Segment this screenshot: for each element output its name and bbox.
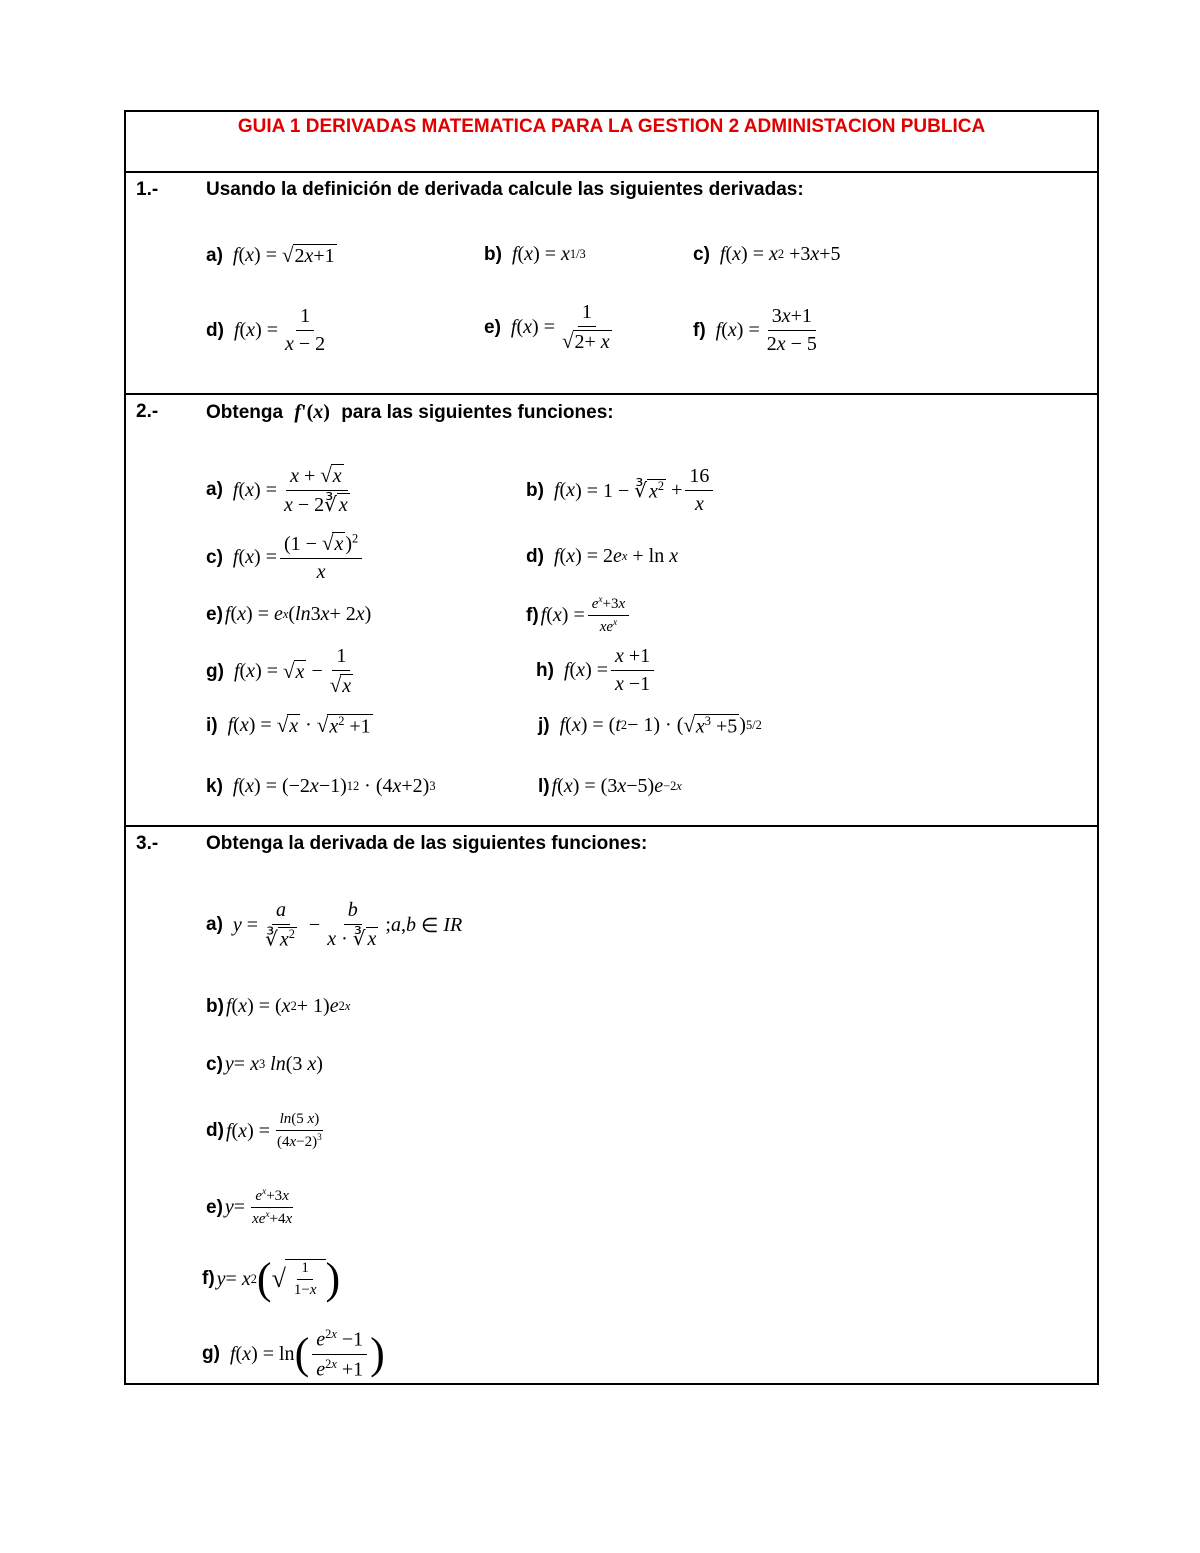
formula: f ( x ) = $\frac{1}{x - 2}$	[233, 305, 326, 355]
formula: y = x 2 ( √ $\frac{1}{1-x}$ )	[216, 1254, 341, 1303]
exercise-2b: b) f ( x ) = 1 − ∛ $x^2$ + $\frac{16}{x}$	[526, 465, 716, 516]
exercise-3f: f) y = x 2 ( √ $\frac{1}{1-x}$ )	[202, 1254, 341, 1303]
formula: f ( x ) = √ 2x+1	[232, 243, 335, 267]
exercise-2h: h) f ( x ) = $\frac{x +1}{x -1}$	[536, 645, 657, 696]
formula: y = x 3 ln (3 x )	[224, 1053, 323, 1075]
exercise-table	[124, 110, 1099, 1385]
exercise-2k: k) f ( x ) = (−2 x −1) 12 · (4 x +2) 3	[206, 775, 436, 797]
exercise-1b: b) f ( x ) = x 1/3	[484, 243, 586, 265]
section-1-number: 1.-	[136, 179, 159, 200]
exercise-1d: d) f ( x ) = $\frac{1}{x - 2}$	[206, 305, 332, 356]
formula: f ( x ) = 2 e x + ln x	[553, 545, 679, 567]
exercise-3a: a) y = $\frac{a}{∛ x^2}$ − $\frac{b}{x \cdot ∛ x}$ ; a , b ∈ IR	[206, 899, 463, 951]
exercise-2d: d) f ( x ) = 2 e x + ln x	[526, 545, 679, 567]
section-2-heading: Obtenga f '( x ) para las siguientes funciones:	[206, 401, 614, 423]
formula: f ( x ) = x 1/3	[511, 243, 586, 265]
exercise-3d: d) f ( x ) = $\frac{\ln(5 x)}{(4x-2)^3}$	[206, 1111, 329, 1152]
exercise-2c: c) f ( x ) = $\frac{(1 - √x )^2}{x}$	[206, 531, 365, 584]
formula: f ( x ) = 1 − ∛ $x^2$ + $\frac{16}{x}$	[554, 465, 716, 516]
exercise-2a: a) f ( x ) = $\frac{x + √x}{x - 2∛ x}$	[206, 463, 357, 517]
exercise-3g: g) f ( x ) = ln ( $\frac{e^{2x} -1}{e^{2x} +1}$ )	[202, 1327, 385, 1381]
section-2-number: 2.-	[136, 401, 159, 422]
formula: f ( x ) = $\frac{\ln(5 x)}{(4x-2)^3}$	[225, 1111, 322, 1151]
exercise-2f: f) f ( x ) = $\frac{e^x+3x}{xe^x}$	[526, 595, 632, 637]
derivative-symbol: f '( x )	[294, 401, 330, 423]
formula: f ( x ) = x 2 +3 x +5	[719, 243, 841, 265]
exercise-3c: c) y = x 3 ln (3 x )	[206, 1053, 323, 1075]
exercise-1a: a) f ( x ) = √ 2x+1	[206, 243, 335, 267]
section-3-heading: Obtenga la derivada de las siguientes funciones:	[206, 833, 648, 854]
section-1	[126, 173, 1097, 395]
formula: f ( x ) = e x ( ln 3 x + 2 x )	[224, 603, 372, 625]
title-row	[126, 112, 1097, 173]
formula: f ( x ) = $\frac{x + √x}{x - 2∛ x}$	[232, 463, 348, 516]
exercise-1c: c) f ( x ) = x 2 +3 x +5	[693, 243, 841, 265]
formula: f ( x ) = $\frac{e^x+3x}{xe^x}$	[541, 595, 633, 637]
section-1-heading: Usando la definición de derivada calcule las siguientes derivadas:	[206, 179, 804, 200]
exercise-3e: e) y = $\frac{e^x+3x}{xe^x+4x}$	[206, 1187, 299, 1229]
exercise-2l: l) f ( x ) = (3 x −5) e −2x	[538, 775, 682, 797]
section-3-number: 3.-	[136, 833, 159, 854]
formula: f ( x ) = ( x 2 + 1) e 2x	[225, 995, 351, 1017]
formula: f ( x ) = √ x · √ $x^2 +1$	[227, 713, 371, 738]
formula: f ( x ) = (3 x −5) e −2x	[551, 775, 682, 797]
page-title: GUIA 1 DERIVADAS MATEMATICA PARA LA GESTION 2 ADMINISTACION PUBLICA	[237, 116, 986, 137]
formula: y = $\frac{a}{∛ x^2}$ − $\frac{b}{x \cdot ∛ x}$ ; a , b ∈ IR	[232, 899, 463, 951]
exercise-2g: g) f ( x ) = √ x − $\frac{1}{√x}$	[206, 645, 360, 698]
exercise-1e: e) f ( x ) = $\frac{1}{√2+ x}$	[484, 301, 619, 354]
formula: f ( x ) = $\frac{1}{√2+ x}$	[510, 301, 610, 353]
formula: y = $\frac{e^x+3x}{xe^x+4x}$	[224, 1187, 293, 1228]
formula: f ( x ) = $\frac{3x+1}{2x - 5}$	[715, 305, 817, 355]
exercise-1f: f) f ( x ) = $\frac{3x+1}{2x - 5}$	[693, 305, 824, 356]
formula: f ( x ) = ln ( $\frac{e^{2x} -1}{e^{2x} +1}$ )	[229, 1327, 385, 1381]
exercise-2i: i) f ( x ) = √ x · √ $x^2 +1$	[206, 713, 371, 738]
formula: f ( x ) = $\frac{(1 - √x )^2}{x}$	[233, 531, 365, 584]
exercise-2j: j) f ( x ) = ( t 2 − 1) · ( √ $x^3 +5$ ) 5/2	[538, 713, 762, 738]
section-2	[126, 395, 1097, 827]
exercise-3b: b) f ( x ) = ( x 2 + 1) e 2x	[206, 995, 351, 1017]
exercise-2e: e) f ( x ) = e x ( ln 3 x + 2 x )	[206, 603, 372, 625]
section-3	[126, 827, 1097, 1383]
formula: f ( x ) = (−2 x −1) 12 · (4 x +2) 3	[232, 775, 436, 797]
formula: f ( x ) = ( t 2 − 1) · ( √ $x^3 +5$ ) 5/2	[559, 713, 762, 738]
formula: f ( x ) = $\frac{x +1}{x -1}$	[564, 645, 657, 696]
formula: f ( x ) = √ x − $\frac{1}{√x}$	[233, 645, 352, 697]
